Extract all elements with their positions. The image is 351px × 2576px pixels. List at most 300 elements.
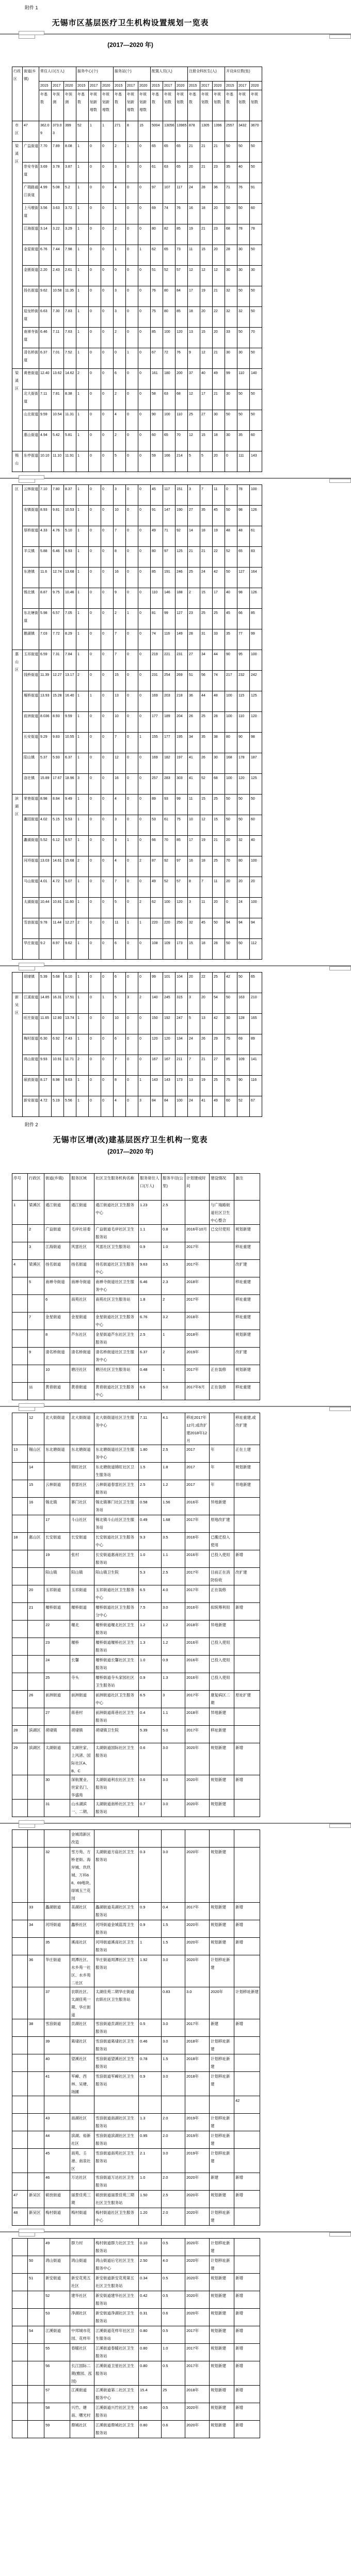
value-cell: 164 bbox=[250, 568, 262, 588]
population-cell: 2.5 bbox=[139, 1330, 162, 1348]
service-area-cell: 毛岸社居委 bbox=[70, 1225, 94, 1242]
value-cell: 17 bbox=[213, 588, 225, 609]
value-cell: 0 bbox=[225, 485, 237, 506]
street-cell bbox=[44, 1830, 70, 1848]
value-cell: 20 bbox=[213, 245, 225, 266]
build-status-cell: 规划新建 bbox=[210, 2191, 234, 2208]
value-cell: 61 bbox=[250, 526, 262, 547]
district-cell: 锡山区 bbox=[28, 1445, 44, 1463]
value-cell: 0 bbox=[138, 939, 151, 960]
service-area-cell: 北大街街道 bbox=[70, 1413, 94, 1445]
institution-name-cell: 黄巷街道社区卫生服务中心 bbox=[94, 1383, 139, 1400]
service-area-cell: 南苑、壬港、南泉社区 bbox=[70, 2149, 94, 2173]
seq-cell: 29 bbox=[12, 1743, 28, 1775]
page-break-line bbox=[0, 1406, 351, 1407]
value-cell: 90 bbox=[225, 650, 237, 671]
plan-time-cell: 2020年 bbox=[185, 2274, 210, 2291]
seq-cell bbox=[12, 2114, 28, 2131]
header-kind: 年基数 bbox=[151, 90, 163, 121]
value-cell: 30 bbox=[237, 245, 250, 266]
value-cell: 41 bbox=[188, 753, 200, 774]
street-cell: 云林街道 bbox=[23, 485, 39, 506]
value-cell: 0 bbox=[101, 369, 114, 390]
radius-cell: 3.0 bbox=[162, 1743, 185, 1775]
header-row bbox=[12, 1174, 260, 1201]
value-cell: 0 bbox=[101, 163, 114, 183]
remark-cell bbox=[234, 2072, 260, 2096]
table-row bbox=[12, 898, 262, 918]
header-year: 2017 bbox=[163, 82, 176, 90]
value-cell: 3 bbox=[114, 485, 126, 506]
radius-cell: 1.2 bbox=[162, 1621, 185, 1638]
value-cell: 220 bbox=[163, 918, 176, 939]
service-area-cell: 深航置业、世家名门、华盛苑 bbox=[70, 1775, 94, 1800]
plan-time-cell bbox=[185, 1201, 210, 1225]
value-cell: 4 bbox=[114, 1096, 126, 1117]
build-status-cell: 计划移址新建 bbox=[210, 2131, 234, 2149]
value-cell: 1 bbox=[76, 973, 89, 993]
institution-name-cell: 通江街道社区卫生服务中心 bbox=[94, 1201, 139, 1225]
street-cell: 清名桥街道 bbox=[23, 348, 39, 369]
value-cell: 1 bbox=[76, 266, 89, 286]
institution-name-cell: 新安街道建华社区卫生服务站 bbox=[94, 2291, 139, 2309]
street-cell: 马山街道 bbox=[23, 877, 39, 898]
value-cell: 0 bbox=[101, 245, 114, 266]
population-cell: 0.5 bbox=[139, 2019, 162, 2037]
service-area-cell: 风雷社区 bbox=[70, 1242, 94, 1260]
population-cell: 2.5 bbox=[139, 1480, 162, 1498]
header-kind: 年规划新增数 bbox=[101, 90, 114, 121]
value-cell: 8.38 bbox=[64, 390, 76, 410]
value-cell: 11.44 bbox=[52, 918, 64, 939]
value-cell: 0 bbox=[126, 506, 138, 526]
value-cell: 97 bbox=[176, 856, 188, 877]
plan-time-cell: 2016年 bbox=[185, 1550, 210, 1568]
seq-cell bbox=[12, 1955, 28, 1987]
header-kind: 年基数 bbox=[76, 90, 89, 121]
street-cell: 蠡园街道 bbox=[23, 815, 39, 836]
build-status-cell: 已交付使用 bbox=[210, 1225, 234, 1242]
value-cell: 52 bbox=[163, 266, 176, 286]
table-row bbox=[12, 1903, 260, 1920]
district-cell bbox=[28, 1550, 44, 1568]
plan-time-cell: 2018年 bbox=[185, 1621, 210, 1638]
value-cell: 120 bbox=[237, 774, 250, 795]
value-cell: 48 bbox=[213, 691, 225, 712]
value-cell: 101 bbox=[163, 973, 176, 993]
district-cell: 26 bbox=[28, 1691, 44, 1708]
value-cell: 97 bbox=[163, 547, 176, 568]
population-cell: 0.3 bbox=[139, 1848, 162, 1903]
value-cell: 3 bbox=[76, 774, 89, 795]
remark-cell bbox=[234, 1638, 260, 1656]
seq-cell bbox=[12, 1938, 28, 1955]
street-cell: 前洲街道 bbox=[44, 1691, 70, 1708]
institution-name-cell: 长安街道惠南社区卫生服务站 bbox=[94, 1550, 139, 1568]
table-row bbox=[12, 568, 262, 588]
institution-name-cell: 金星街道芦东社区卫生服务站 bbox=[94, 1330, 139, 1348]
value-cell: 0 bbox=[138, 753, 151, 774]
value-cell: 1396 bbox=[213, 121, 225, 142]
street-cell: 广益街道 bbox=[23, 142, 39, 163]
value-cell: 0 bbox=[89, 877, 101, 898]
street-cell: 56 bbox=[44, 2361, 70, 2386]
value-cell: 0 bbox=[138, 877, 151, 898]
remark-cell bbox=[234, 1656, 260, 1673]
region-cell bbox=[12, 973, 23, 993]
region-cell: 新吴区 bbox=[12, 993, 23, 1117]
remark-cell: 改扩建 bbox=[234, 1568, 260, 1585]
value-cell: 269 bbox=[176, 671, 188, 691]
value-cell: 5.98 bbox=[39, 609, 52, 629]
table-row bbox=[12, 1938, 260, 1955]
build-status-cell: 规划新建 bbox=[210, 2403, 234, 2421]
value-cell: 51 bbox=[188, 671, 200, 691]
value-cell: 100 bbox=[176, 1096, 188, 1117]
value-cell: 50 bbox=[237, 410, 250, 431]
value-cell: 110 bbox=[151, 588, 163, 609]
street-cell: 新安街道 bbox=[44, 2274, 70, 2291]
value-cell: 50 bbox=[225, 506, 237, 526]
service-area-cell: 前洲街道 bbox=[70, 1691, 94, 1708]
plan-time-cell: 2018年 bbox=[185, 2054, 210, 2072]
value-cell: 0 bbox=[101, 898, 114, 918]
street-cell: 金星街道 bbox=[44, 1313, 70, 1330]
table-row bbox=[12, 451, 262, 472]
seq-cell bbox=[12, 2421, 28, 2438]
value-cell: 247 bbox=[176, 1014, 188, 1034]
institution-name-cell: 南禅寺街道社区卫生服务中心 bbox=[94, 1277, 139, 1295]
street-cell: 堰桥街道 bbox=[44, 1603, 70, 1621]
service-area-cell: 塘泾社区 bbox=[70, 1365, 94, 1383]
street-cell: 47 bbox=[23, 121, 39, 142]
value-cell: 0 bbox=[138, 431, 151, 451]
value-cell: 10 bbox=[114, 712, 126, 733]
value-cell: 197 bbox=[176, 753, 188, 774]
value-cell: 40 bbox=[225, 588, 237, 609]
remark-cell: 正在土建 bbox=[234, 1445, 260, 1463]
street-cell: 鹅湖镇 bbox=[23, 629, 39, 650]
value-cell: 0 bbox=[101, 506, 114, 526]
plan-time-cell: 2020年 bbox=[185, 1848, 210, 1903]
value-cell: 9.2 bbox=[39, 939, 52, 960]
value-cell: 11.10 bbox=[52, 451, 64, 472]
radius-cell: 3.2 bbox=[162, 1313, 185, 1330]
seq-cell bbox=[12, 1413, 28, 1445]
radius-cell bbox=[162, 1830, 185, 1848]
value-cell: 30 bbox=[225, 348, 237, 369]
remark-cell bbox=[234, 1621, 260, 1638]
value-cell: 59 bbox=[151, 451, 163, 472]
plan-time-cell: 2017年 bbox=[185, 1568, 210, 1585]
value-cell: 0 bbox=[138, 774, 151, 795]
value-cell: 80 bbox=[151, 547, 163, 568]
value-cell: 1 bbox=[76, 526, 89, 547]
value-cell: 0 bbox=[89, 856, 101, 877]
seq-cell bbox=[12, 1800, 28, 1817]
remark-cell: 新增 bbox=[234, 2309, 260, 2326]
value-cell: 7.72 bbox=[52, 629, 64, 650]
value-cell: 163 bbox=[237, 993, 250, 1014]
build-status-cell: 计划移址新建 bbox=[210, 2256, 234, 2274]
service-area-cell: 锦旺社区 bbox=[70, 1463, 94, 1480]
header-kind: 年规划新增数 bbox=[138, 90, 151, 121]
table-row bbox=[12, 2361, 260, 2386]
value-cell: 98 bbox=[237, 588, 250, 609]
district-cell: 梁溪区 bbox=[28, 1201, 44, 1225]
district-cell: 9 bbox=[28, 1348, 44, 1365]
seq-cell bbox=[12, 2037, 28, 2054]
build-status-cell: 已投入使用 bbox=[210, 1550, 234, 1568]
radius-cell: 0.8 bbox=[162, 1225, 185, 1242]
street-cell: 扬名街道 bbox=[23, 286, 39, 307]
institution-name-cell: 玉祁街道社区卫生服务中心 bbox=[94, 1585, 139, 1603]
value-cell: 0 bbox=[126, 485, 138, 506]
table-row bbox=[12, 2191, 260, 2208]
value-cell: 3 bbox=[188, 993, 200, 1014]
planning-table-part-2 bbox=[0, 484, 351, 960]
plan-time-cell: 2018年 bbox=[185, 2386, 210, 2403]
value-cell: 13 bbox=[188, 1076, 200, 1096]
value-cell: 0 bbox=[138, 506, 151, 526]
institution-name-cell: 河埒街道金城蓝湾卫生服务站 bbox=[94, 1920, 139, 1938]
seq-cell: 4 bbox=[12, 1260, 28, 1277]
street-cell: 27 bbox=[44, 1708, 70, 1726]
institution-name-cell: 锡北镇寨门社区卫生服务站 bbox=[94, 1498, 139, 1515]
construction-table bbox=[12, 1173, 260, 1400]
service-area-cell: 斗山社区 bbox=[70, 1515, 94, 1533]
value-cell: 0 bbox=[101, 774, 114, 795]
value-cell: 2 bbox=[76, 369, 89, 390]
radius-cell: 2 bbox=[162, 1295, 185, 1313]
value-cell: 0 bbox=[89, 815, 101, 836]
value-cell: 16 bbox=[188, 856, 200, 877]
value-cell: 4 bbox=[114, 795, 126, 815]
remark-cell: 改扩建 bbox=[234, 1348, 260, 1365]
value-cell: 0 bbox=[101, 609, 114, 629]
plan-time-cell: 2017年 bbox=[185, 1515, 210, 1533]
value-cell: 5.53 bbox=[64, 815, 76, 836]
value-cell: 12 bbox=[213, 266, 225, 286]
street-cell: 鸿山街道 bbox=[23, 1055, 39, 1076]
value-cell: 11 bbox=[200, 898, 213, 918]
population-cell: 0.10 bbox=[139, 2239, 162, 2256]
value-cell: 0 bbox=[138, 836, 151, 856]
value-cell: 5.10 bbox=[64, 526, 76, 547]
value-cell: 2557 bbox=[225, 121, 237, 142]
seq-cell bbox=[12, 2019, 28, 2037]
value-cell: 0 bbox=[89, 836, 101, 856]
district-cell bbox=[28, 2309, 44, 2326]
remark-cell: 移址重建,或改扩建 bbox=[234, 1413, 260, 1445]
build-status-cell bbox=[210, 1830, 234, 1848]
header-region-col: 行政区 bbox=[12, 67, 23, 121]
plan-time-cell: 2020年 bbox=[185, 2421, 210, 2438]
header-year: 2020 bbox=[213, 82, 225, 90]
value-cell: 87 bbox=[151, 856, 163, 877]
district-cell: 15 bbox=[28, 1480, 44, 1498]
value-cell: 143 bbox=[163, 1076, 176, 1096]
value-cell: 0 bbox=[126, 973, 138, 993]
value-cell: 0 bbox=[101, 547, 114, 568]
value-cell: 161 bbox=[151, 369, 163, 390]
value-cell: 52 bbox=[163, 877, 176, 898]
street-cell: 阳山镇 bbox=[44, 1568, 70, 1585]
value-cell: 76 bbox=[151, 286, 163, 307]
radius-cell: 1.8 bbox=[162, 1463, 185, 1480]
value-cell: 21 bbox=[213, 142, 225, 163]
value-cell: 0 bbox=[101, 485, 114, 506]
plan-time-cell: 2020年 bbox=[185, 1938, 210, 1955]
table-row bbox=[12, 1603, 260, 1621]
value-cell: 78 bbox=[237, 224, 250, 245]
value-cell: 21 bbox=[188, 547, 200, 568]
street-cell: 长安街道 bbox=[44, 1533, 70, 1550]
street-cell: 广益街道 bbox=[44, 1225, 70, 1242]
institution-name-cell: 锡北镇斗山社区卫生服务站 bbox=[94, 1515, 139, 1533]
value-cell: 100 bbox=[250, 898, 262, 918]
value-cell: 16 bbox=[188, 204, 200, 224]
street-cell: 东北塘街道 bbox=[23, 609, 39, 629]
radius-cell: 3 bbox=[162, 1691, 185, 1708]
value-cell: 45 bbox=[200, 918, 213, 939]
table-row bbox=[12, 2208, 260, 2226]
value-cell: 0 bbox=[101, 671, 114, 691]
value-cell: 10.10 bbox=[39, 451, 52, 472]
value-cell: 7 bbox=[114, 526, 126, 547]
value-cell: 126 bbox=[250, 506, 262, 526]
population-cell: 0.31 bbox=[139, 2309, 162, 2326]
district-cell: 12 bbox=[28, 1413, 44, 1445]
table-row bbox=[12, 1800, 260, 1817]
value-cell: 68 bbox=[176, 390, 188, 410]
build-status-cell bbox=[210, 1260, 234, 1277]
population-cell: 1 bbox=[139, 1938, 162, 1955]
value-cell: 126 bbox=[250, 588, 262, 609]
value-cell: 84 bbox=[176, 286, 188, 307]
value-cell: 0 bbox=[138, 568, 151, 588]
population-cell: 1.92 bbox=[139, 1955, 162, 1987]
street-cell: 旺庄街道 bbox=[23, 1014, 39, 1034]
margin-box-icon bbox=[19, 35, 35, 39]
value-cell: 85 bbox=[151, 328, 163, 348]
remark-cell: 规划新建 bbox=[234, 1365, 260, 1383]
value-cell: 5.39 bbox=[39, 973, 52, 993]
value-cell: 30 bbox=[213, 753, 225, 774]
value-cell: 94 bbox=[237, 918, 250, 939]
value-cell: 1 bbox=[76, 204, 89, 224]
service-area-cell: 黄巷街道 bbox=[70, 1383, 94, 1400]
district-cell bbox=[28, 1775, 44, 1800]
value-cell: 89 bbox=[151, 795, 163, 815]
value-cell: 25 bbox=[188, 568, 200, 588]
value-cell: 8.37 bbox=[64, 485, 76, 506]
district-cell bbox=[28, 2403, 44, 2421]
service-area-cell: 通江街道 bbox=[70, 1201, 94, 1225]
table-row bbox=[12, 369, 262, 390]
value-cell: 75 bbox=[225, 1076, 237, 1096]
value-cell: 14.85 bbox=[39, 993, 52, 1014]
value-cell: 14.62 bbox=[64, 369, 76, 390]
remark-cell: 异地新建 bbox=[234, 1480, 260, 1498]
header-cell: 计划建成时间 bbox=[185, 1174, 210, 1201]
value-cell: 40 bbox=[250, 836, 262, 856]
value-cell: 0 bbox=[89, 671, 101, 691]
build-status-cell: 规划新建 bbox=[210, 1920, 234, 1938]
value-cell: 373.03 bbox=[52, 121, 64, 142]
value-cell: 210 bbox=[250, 993, 262, 1014]
value-cell: 41 bbox=[200, 1096, 213, 1117]
radius-cell: 0.5 bbox=[162, 2239, 185, 2256]
build-status-cell: 正在装修 bbox=[210, 1365, 234, 1383]
table-row bbox=[12, 1076, 262, 1096]
table-row bbox=[12, 2403, 260, 2421]
value-cell: 90 bbox=[237, 733, 250, 753]
population-cell: 6.37 bbox=[139, 1348, 162, 1365]
table-row bbox=[12, 1277, 260, 1295]
value-cell: 7 bbox=[200, 877, 213, 898]
value-cell: 0 bbox=[89, 369, 101, 390]
district-cell bbox=[28, 2072, 44, 2096]
value-cell: 146 bbox=[163, 588, 176, 609]
value-cell: 84 bbox=[163, 1096, 176, 1117]
table-row bbox=[12, 286, 262, 307]
value-cell: 11 bbox=[114, 918, 126, 939]
value-cell: 1 bbox=[76, 307, 89, 328]
remark-cell bbox=[234, 2131, 260, 2149]
street-cell: 堰桥街道 bbox=[23, 691, 39, 712]
value-cell: 5 bbox=[188, 451, 200, 472]
value-cell: 5 bbox=[114, 993, 126, 1014]
plan-time-cell: 2016年 bbox=[185, 1533, 210, 1550]
value-cell: 2 bbox=[114, 328, 126, 348]
region-cell: 梁溪区 bbox=[12, 369, 23, 451]
value-cell: 0 bbox=[89, 795, 101, 815]
value-cell: 23 bbox=[213, 163, 225, 183]
build-status-cell: 计划移址新建 bbox=[210, 2208, 234, 2226]
plan-time-cell: 2017年 bbox=[185, 1295, 210, 1313]
value-cell: 0 bbox=[101, 733, 114, 753]
population-cell: 0.9 bbox=[139, 1673, 162, 1691]
value-cell: 189 bbox=[163, 712, 176, 733]
value-cell: 0 bbox=[89, 224, 101, 245]
district-cell bbox=[28, 1673, 44, 1691]
service-area-cell: 梅村街道 bbox=[70, 2208, 94, 2226]
table-row bbox=[12, 1955, 260, 1987]
radius-cell: 3.0 bbox=[162, 1603, 185, 1621]
street-cell: 云林街道 bbox=[44, 1480, 70, 1498]
institution-name-cell bbox=[94, 2096, 139, 2114]
institution-name-cell: 胡埭镇卫生院 bbox=[94, 1726, 139, 1743]
value-cell: 109 bbox=[163, 939, 176, 960]
remark-cell bbox=[234, 2239, 260, 2256]
radius-cell: 0.9 bbox=[162, 1656, 185, 1673]
value-cell: 15 bbox=[188, 939, 200, 960]
value-cell: 0 bbox=[89, 993, 101, 1014]
street-cell: 玉祁街道 bbox=[44, 1585, 70, 1603]
value-cell: 0 bbox=[101, 712, 114, 733]
value-cell: 65 bbox=[151, 142, 163, 163]
street-cell: 河埒街道 bbox=[23, 856, 39, 877]
value-cell: 1 bbox=[76, 753, 89, 774]
radius-cell: 1 bbox=[162, 1330, 185, 1348]
table-row bbox=[12, 691, 262, 712]
page-break-line bbox=[0, 34, 351, 35]
value-cell: 140 bbox=[250, 369, 262, 390]
street-cell: 钱桥街道 bbox=[23, 671, 39, 691]
institution-name-cell: 江溪街道鼎城社区卫生服务站 bbox=[94, 2421, 139, 2438]
street-cell: 荣巷街道 bbox=[23, 795, 39, 815]
